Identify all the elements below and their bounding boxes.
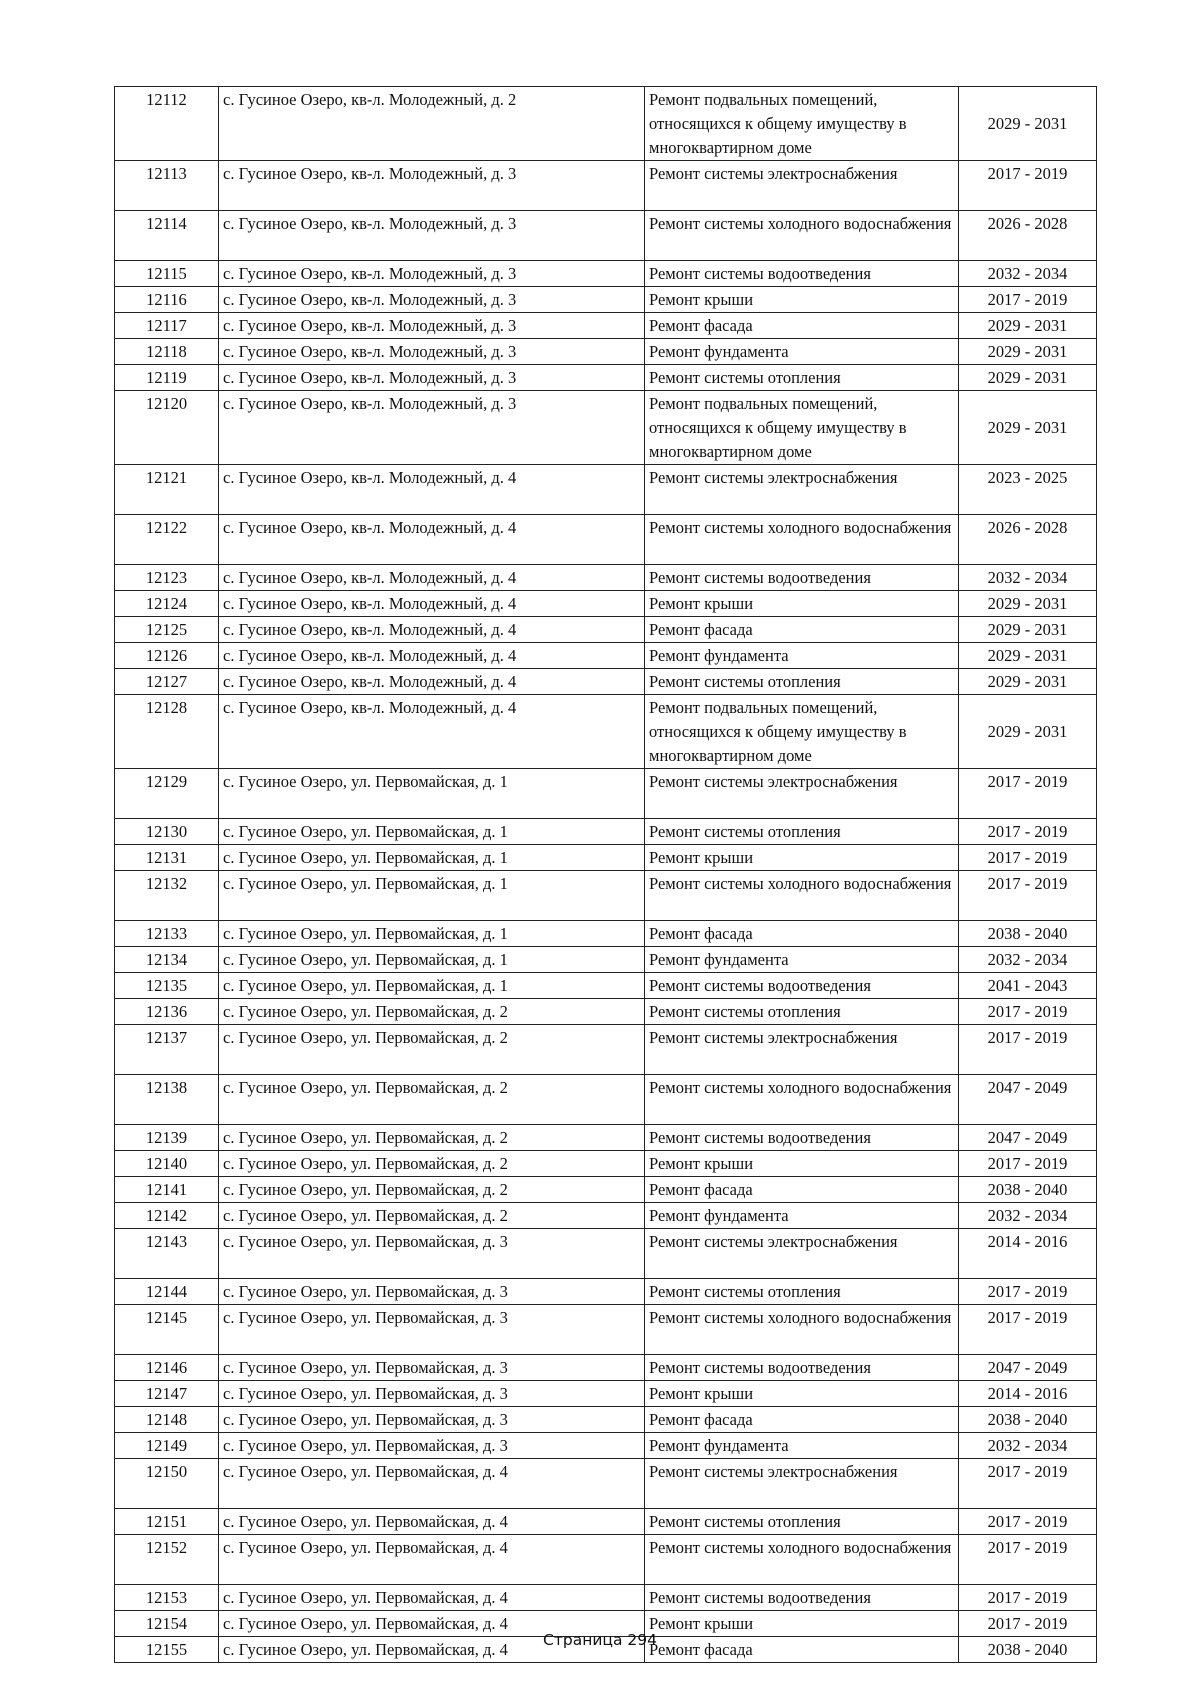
period-cell: 2026 - 2028	[959, 211, 1097, 261]
period-cell: 2017 - 2019	[959, 845, 1097, 871]
period-cell: 2017 - 2019	[959, 1459, 1097, 1509]
period-cell: 2029 - 2031	[959, 313, 1097, 339]
work-type-cell: Ремонт системы водоотведения	[645, 565, 959, 591]
row-number: 12143	[115, 1229, 219, 1279]
address-cell: с. Гусиное Озеро, ул. Первомайская, д. 2	[219, 1125, 645, 1151]
table-row	[115, 643, 1097, 669]
table-row	[115, 1075, 1097, 1125]
work-type-cell: Ремонт системы отопления	[645, 819, 959, 845]
address-cell: с. Гусиное Озеро, кв-л. Молодежный, д. 4	[219, 695, 645, 769]
address-cell: с. Гусиное Озеро, ул. Первомайская, д. 1	[219, 921, 645, 947]
table-row	[115, 921, 1097, 947]
period-cell: 2017 - 2019	[959, 1585, 1097, 1611]
work-type-cell: Ремонт системы холодного водоснабжения	[645, 515, 959, 565]
row-number: 12130	[115, 819, 219, 845]
work-type-cell: Ремонт фасада	[645, 313, 959, 339]
work-type-cell: Ремонт фасада	[645, 921, 959, 947]
period-cell: 2029 - 2031	[959, 643, 1097, 669]
table-row	[115, 1459, 1097, 1509]
table-row	[115, 1203, 1097, 1229]
table-row	[115, 1535, 1097, 1585]
period-cell: 2017 - 2019	[959, 769, 1097, 819]
address-cell: с. Гусиное Озеро, ул. Первомайская, д. 2	[219, 1025, 645, 1075]
period-cell: 2023 - 2025	[959, 465, 1097, 515]
work-type-cell: Ремонт системы холодного водоснабжения	[645, 1305, 959, 1355]
row-number: 12152	[115, 1535, 219, 1585]
period-cell: 2017 - 2019	[959, 1611, 1097, 1637]
work-type-cell: Ремонт системы отопления	[645, 1509, 959, 1535]
period-cell: 2032 - 2034	[959, 1433, 1097, 1459]
work-type-cell: Ремонт системы электроснабжения	[645, 465, 959, 515]
address-cell: с. Гусиное Озеро, ул. Первомайская, д. 1	[219, 819, 645, 845]
period-cell: 2029 - 2031	[959, 591, 1097, 617]
address-cell: с. Гусиное Озеро, ул. Первомайская, д. 3	[219, 1279, 645, 1305]
period-cell: 2029 - 2031	[959, 87, 1097, 161]
address-cell: с. Гусиное Озеро, ул. Первомайская, д. 3	[219, 1229, 645, 1279]
period-cell: 2029 - 2031	[959, 669, 1097, 695]
row-number: 12151	[115, 1509, 219, 1535]
work-type-cell: Ремонт фундамента	[645, 1433, 959, 1459]
work-type-cell: Ремонт системы отопления	[645, 669, 959, 695]
work-type-cell: Ремонт системы электроснабжения	[645, 161, 959, 211]
table-row	[115, 1177, 1097, 1203]
address-cell: с. Гусиное Озеро, кв-л. Молодежный, д. 3	[219, 313, 645, 339]
table-row	[115, 465, 1097, 515]
address-cell: с. Гусиное Озеро, ул. Первомайская, д. 1	[219, 973, 645, 999]
period-cell: 2038 - 2040	[959, 1177, 1097, 1203]
table-row	[115, 313, 1097, 339]
row-number: 12147	[115, 1381, 219, 1407]
table-row	[115, 565, 1097, 591]
address-cell: с. Гусиное Озеро, ул. Первомайская, д. 1	[219, 845, 645, 871]
work-type-cell: Ремонт подвальных помещений, относящихся к общему имуществу в многоквартирном доме	[645, 87, 959, 161]
table-body	[115, 87, 1097, 1663]
row-number: 12129	[115, 769, 219, 819]
table-row	[115, 1585, 1097, 1611]
period-cell: 2017 - 2019	[959, 999, 1097, 1025]
address-cell: с. Гусиное Озеро, ул. Первомайская, д. 4	[219, 1611, 645, 1637]
work-type-cell: Ремонт фундамента	[645, 339, 959, 365]
repair-schedule-table	[114, 86, 1097, 1663]
work-type-cell: Ремонт крыши	[645, 591, 959, 617]
period-cell: 2038 - 2040	[959, 1407, 1097, 1433]
table-row	[115, 515, 1097, 565]
period-cell: 2017 - 2019	[959, 161, 1097, 211]
period-cell: 2029 - 2031	[959, 695, 1097, 769]
period-cell: 2017 - 2019	[959, 871, 1097, 921]
row-number: 12132	[115, 871, 219, 921]
table-row	[115, 1381, 1097, 1407]
address-cell: с. Гусиное Озеро, кв-л. Молодежный, д. 3	[219, 391, 645, 465]
row-number: 12153	[115, 1585, 219, 1611]
period-cell: 2017 - 2019	[959, 1509, 1097, 1535]
address-cell: с. Гусиное Озеро, кв-л. Молодежный, д. 4	[219, 565, 645, 591]
work-type-cell: Ремонт системы водоотведения	[645, 261, 959, 287]
row-number: 12133	[115, 921, 219, 947]
period-cell: 2014 - 2016	[959, 1229, 1097, 1279]
address-cell: с. Гусиное Озеро, ул. Первомайская, д. 4	[219, 1585, 645, 1611]
address-cell: с. Гусиное Озеро, ул. Первомайская, д. 2	[219, 1151, 645, 1177]
table-row	[115, 973, 1097, 999]
address-cell: с. Гусиное Озеро, ул. Первомайская, д. 4	[219, 1637, 645, 1663]
row-number: 12122	[115, 515, 219, 565]
period-cell: 2017 - 2019	[959, 1025, 1097, 1075]
row-number: 12149	[115, 1433, 219, 1459]
period-cell: 2017 - 2019	[959, 819, 1097, 845]
row-number: 12126	[115, 643, 219, 669]
row-number: 12123	[115, 565, 219, 591]
row-number: 12124	[115, 591, 219, 617]
work-type-cell: Ремонт крыши	[645, 1611, 959, 1637]
row-number: 12146	[115, 1355, 219, 1381]
work-type-cell: Ремонт подвальных помещений, относящихся к общему имуществу в многоквартирном доме	[645, 391, 959, 465]
address-cell: с. Гусиное Озеро, ул. Первомайская, д. 4	[219, 1535, 645, 1585]
row-number: 12140	[115, 1151, 219, 1177]
row-number: 12114	[115, 211, 219, 261]
row-number: 12136	[115, 999, 219, 1025]
address-cell: с. Гусиное Озеро, кв-л. Молодежный, д. 4	[219, 669, 645, 695]
table-row	[115, 87, 1097, 161]
work-type-cell: Ремонт системы водоотведения	[645, 1355, 959, 1381]
address-cell: с. Гусиное Озеро, ул. Первомайская, д. 3	[219, 1407, 645, 1433]
work-type-cell: Ремонт системы водоотведения	[645, 973, 959, 999]
table-row	[115, 1229, 1097, 1279]
work-type-cell: Ремонт системы водоотведения	[645, 1125, 959, 1151]
period-cell: 2014 - 2016	[959, 1381, 1097, 1407]
work-type-cell: Ремонт системы отопления	[645, 365, 959, 391]
address-cell: с. Гусиное Озеро, кв-л. Молодежный, д. 4	[219, 643, 645, 669]
table-row	[115, 1355, 1097, 1381]
table-row	[115, 871, 1097, 921]
row-number: 12148	[115, 1407, 219, 1433]
work-type-cell: Ремонт крыши	[645, 1151, 959, 1177]
work-type-cell: Ремонт фундамента	[645, 643, 959, 669]
address-cell: с. Гусиное Озеро, ул. Первомайская, д. 2	[219, 1203, 645, 1229]
address-cell: с. Гусиное Озеро, кв-л. Молодежный, д. 4	[219, 617, 645, 643]
address-cell: с. Гусиное Озеро, кв-л. Молодежный, д. 3	[219, 287, 645, 313]
table-row	[115, 695, 1097, 769]
address-cell: с. Гусиное Озеро, кв-л. Молодежный, д. 3	[219, 211, 645, 261]
work-type-cell: Ремонт фасада	[645, 1637, 959, 1663]
period-cell: 2017 - 2019	[959, 1151, 1097, 1177]
period-cell: 2029 - 2031	[959, 365, 1097, 391]
table-row	[115, 287, 1097, 313]
address-cell: с. Гусиное Озеро, ул. Первомайская, д. 2	[219, 1177, 645, 1203]
work-type-cell: Ремонт крыши	[645, 845, 959, 871]
row-number: 12154	[115, 1611, 219, 1637]
row-number: 12119	[115, 365, 219, 391]
row-number: 12155	[115, 1637, 219, 1663]
period-cell: 2029 - 2031	[959, 617, 1097, 643]
table-row	[115, 999, 1097, 1025]
work-type-cell: Ремонт крыши	[645, 287, 959, 313]
work-type-cell: Ремонт системы холодного водоснабжения	[645, 211, 959, 261]
address-cell: с. Гусиное Озеро, ул. Первомайская, д. 3	[219, 1355, 645, 1381]
period-cell: 2032 - 2034	[959, 1203, 1097, 1229]
table-row	[115, 339, 1097, 365]
row-number: 12134	[115, 947, 219, 973]
row-number: 12145	[115, 1305, 219, 1355]
table-row	[115, 1125, 1097, 1151]
row-number: 12139	[115, 1125, 219, 1151]
table-row	[115, 845, 1097, 871]
table-row	[115, 161, 1097, 211]
address-cell: с. Гусиное Озеро, кв-л. Молодежный, д. 3	[219, 161, 645, 211]
address-cell: с. Гусиное Озеро, кв-л. Молодежный, д. 4	[219, 515, 645, 565]
table-row	[115, 1407, 1097, 1433]
row-number: 12112	[115, 87, 219, 161]
address-cell: с. Гусиное Озеро, кв-л. Молодежный, д. 3	[219, 365, 645, 391]
period-cell: 2017 - 2019	[959, 287, 1097, 313]
address-cell: с. Гусиное Озеро, ул. Первомайская, д. 3	[219, 1433, 645, 1459]
table-row	[115, 1025, 1097, 1075]
address-cell: с. Гусиное Озеро, ул. Первомайская, д. 4	[219, 1509, 645, 1535]
work-type-cell: Ремонт фасада	[645, 1177, 959, 1203]
work-type-cell: Ремонт системы электроснабжения	[645, 1229, 959, 1279]
period-cell: 2029 - 2031	[959, 391, 1097, 465]
address-cell: с. Гусиное Озеро, ул. Первомайская, д. 3	[219, 1381, 645, 1407]
period-cell: 2047 - 2049	[959, 1125, 1097, 1151]
address-cell: с. Гусиное Озеро, ул. Первомайская, д. 2	[219, 1075, 645, 1125]
period-cell: 2047 - 2049	[959, 1355, 1097, 1381]
period-cell: 2032 - 2034	[959, 947, 1097, 973]
work-type-cell: Ремонт фундамента	[645, 947, 959, 973]
row-number: 12113	[115, 161, 219, 211]
work-type-cell: Ремонт фасада	[645, 617, 959, 643]
row-number: 12120	[115, 391, 219, 465]
work-type-cell: Ремонт фундамента	[645, 1203, 959, 1229]
row-number: 12141	[115, 1177, 219, 1203]
address-cell: с. Гусиное Озеро, ул. Первомайская, д. 3	[219, 1305, 645, 1355]
address-cell: с. Гусиное Озеро, кв-л. Молодежный, д. 4	[219, 465, 645, 515]
work-type-cell: Ремонт системы электроснабжения	[645, 769, 959, 819]
table-row	[115, 1151, 1097, 1177]
period-cell: 2017 - 2019	[959, 1535, 1097, 1585]
row-number: 12137	[115, 1025, 219, 1075]
table-row	[115, 769, 1097, 819]
row-number: 12127	[115, 669, 219, 695]
address-cell: с. Гусиное Озеро, кв-л. Молодежный, д. 4	[219, 591, 645, 617]
work-type-cell: Ремонт крыши	[645, 1381, 959, 1407]
work-type-cell: Ремонт системы электроснабжения	[645, 1025, 959, 1075]
address-cell: с. Гусиное Озеро, кв-л. Молодежный, д. 2	[219, 87, 645, 161]
row-number: 12117	[115, 313, 219, 339]
row-number: 12121	[115, 465, 219, 515]
table-row	[115, 1279, 1097, 1305]
table-row	[115, 669, 1097, 695]
page-number: Страница 294	[543, 1631, 657, 1649]
work-type-cell: Ремонт системы отопления	[645, 999, 959, 1025]
row-number: 12131	[115, 845, 219, 871]
table-row	[115, 1433, 1097, 1459]
table-row	[115, 591, 1097, 617]
table-row	[115, 819, 1097, 845]
period-cell: 2032 - 2034	[959, 565, 1097, 591]
period-cell: 2038 - 2040	[959, 1637, 1097, 1663]
table-row	[115, 1305, 1097, 1355]
period-cell: 2017 - 2019	[959, 1305, 1097, 1355]
address-cell: с. Гусиное Озеро, кв-л. Молодежный, д. 3	[219, 261, 645, 287]
address-cell: с. Гусиное Озеро, ул. Первомайская, д. 2	[219, 999, 645, 1025]
table-row	[115, 617, 1097, 643]
address-cell: с. Гусиное Озеро, ул. Первомайская, д. 1	[219, 769, 645, 819]
row-number: 12150	[115, 1459, 219, 1509]
period-cell: 2041 - 2043	[959, 973, 1097, 999]
table-row	[115, 365, 1097, 391]
period-cell: 2017 - 2019	[959, 1279, 1097, 1305]
row-number: 12118	[115, 339, 219, 365]
table-row	[115, 211, 1097, 261]
address-cell: с. Гусиное Озеро, кв-л. Молодежный, д. 3	[219, 339, 645, 365]
period-cell: 2047 - 2049	[959, 1075, 1097, 1125]
address-cell: с. Гусиное Озеро, ул. Первомайская, д. 1	[219, 947, 645, 973]
address-cell: с. Гусиное Озеро, ул. Первомайская, д. 1	[219, 871, 645, 921]
row-number: 12115	[115, 261, 219, 287]
work-type-cell: Ремонт системы холодного водоснабжения	[645, 1075, 959, 1125]
row-number: 12125	[115, 617, 219, 643]
address-cell: с. Гусиное Озеро, ул. Первомайская, д. 4	[219, 1459, 645, 1509]
work-type-cell: Ремонт системы холодного водоснабжения	[645, 871, 959, 921]
period-cell: 2038 - 2040	[959, 921, 1097, 947]
table-row	[115, 1509, 1097, 1535]
work-type-cell: Ремонт системы отопления	[645, 1279, 959, 1305]
work-type-cell: Ремонт подвальных помещений, относящихся к общему имуществу в многоквартирном доме	[645, 695, 959, 769]
period-cell: 2026 - 2028	[959, 515, 1097, 565]
row-number: 12116	[115, 287, 219, 313]
row-number: 12135	[115, 973, 219, 999]
table-row	[115, 947, 1097, 973]
row-number: 12144	[115, 1279, 219, 1305]
work-type-cell: Ремонт системы электроснабжения	[645, 1459, 959, 1509]
row-number: 12138	[115, 1075, 219, 1125]
table-row	[115, 261, 1097, 287]
row-number: 12142	[115, 1203, 219, 1229]
table-row	[115, 391, 1097, 465]
period-cell: 2029 - 2031	[959, 339, 1097, 365]
work-type-cell: Ремонт системы водоотведения	[645, 1585, 959, 1611]
period-cell: 2032 - 2034	[959, 261, 1097, 287]
row-number: 12128	[115, 695, 219, 769]
work-type-cell: Ремонт системы холодного водоснабжения	[645, 1535, 959, 1585]
work-type-cell: Ремонт фасада	[645, 1407, 959, 1433]
